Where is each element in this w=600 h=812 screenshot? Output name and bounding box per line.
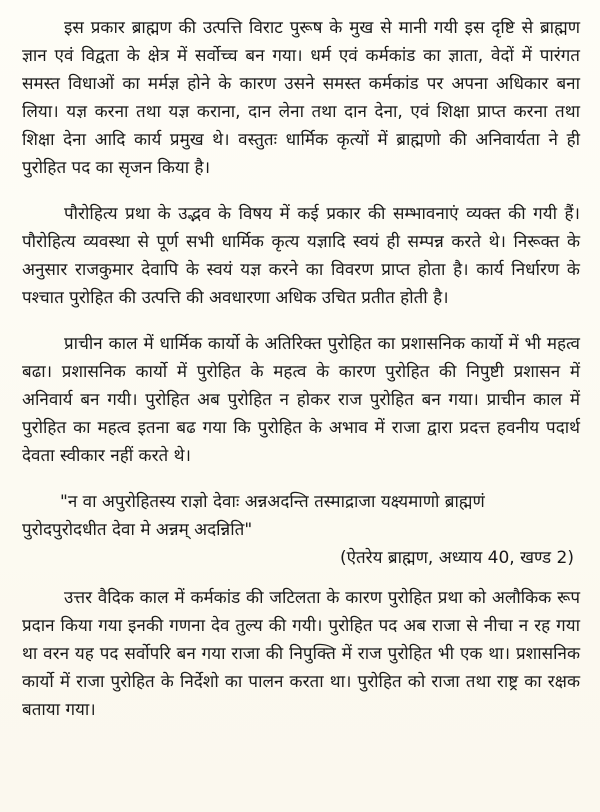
sanskrit-quote-continued — [22, 516, 580, 544]
paragraph-2: पौरोहित्य प्रथा के उद्भव के विषय में कई प्रकार की सम्भावनाएं व्यक्त की गयी हैं। पौरोहित्य व्यवस्था से पूर्ण सभी धार्मिक कृत्य यज्ञादि स्वयं ही सम्पन्न करते थे। निरूक्त के अनुसार राजकुमार देवापि के स्वयं यज्ञ करने का विवरण प्राप्त होता है। कार्य निर्धारण के पश्चात पुरोहित की उत्पत्ति की अवधारणा अधिक उचित प्रतीत होती है। — [22, 204, 580, 308]
quote-source: (ऐतरेय ब्राह्मण, अध्याय 40, खण्ड 2) — [339, 548, 574, 568]
quote-line-2: पुरोदपुरोदधीत देवा मे अन्नम् अदन्निति" — [22, 520, 253, 540]
paragraph-1: इस प्रकार ब्राह्मण की उत्पत्ति विराट पुरूष के मुख से मानी गयी इस दृष्टि से ब्राह्मण ज्ञान एवं विद्वता के क्षेत्र में सर्वोच्च बन गया। धर्म एवं कर्मकांड का ज्ञाता, वेदों में पारंगत समस्त विधाओं का मर्मज्ञ होने के कारण उसने समस्त कर्मकांड पर अपना अधिकार बना लिया। यज्ञ करना तथा यज्ञ कराना, दान लेना तथा दान देना, एवं शिक्षा प्राप्त करना तथा शिक्षा देना आदि कार्य प्रमुख थे। वस्तुतः धार्मिक कृत्यों में ब्राह्मणो की अनिवार्यता ने ही पुरोहित पद का सृजन किया है। — [22, 18, 580, 178]
paragraph-4: उत्तर वैदिक काल में कर्मकांड की जटिलता के कारण पुरोहित प्रथा को अलौकिक रूप प्रदान किया गया इनकी गणना देव तुल्य की गयी। पुरोहित पद अब राजा से नीचा न रह गया था वरन यह पद सर्वोपरि बन गया राजा की निपुक्ति में राज पुरोहित भी एक था। प्रशासनिक कार्यो में राजा पुरोहित के निर्देशो का पालन करता था। पुरोहित को राजा तथा राष्ट्र का रक्षक बताया गया। — [22, 588, 580, 720]
paragraph-3: प्राचीन काल में धार्मिक कार्यो के अतिरिक्त पुरोहित का प्रशासनिक कार्यो में भी महत्व बढा। प्रशासनिक कार्यो में पुरोहित के महत्व के कारण पुरोहित की निपुष्टी प्रशासन में अनिवार्य बन गयी। पुरोहित अब पुरोहित न होकर राज पुरोहित बन गया। प्राचीन काल में पुरोहित का महत्व इतना बढ गया कि पुरोहित के अभाव में राजा द्वारा प्रदत्त हवनीय पदार्थ देवता स्वीकार नहीं करते थे। — [22, 334, 580, 466]
sanskrit-quote — [22, 488, 580, 516]
quote-line-1: "न वा अपुरोहितस्य राज्ञो देवाः अन्नअदन्ति तस्माद्राजा यक्ष्यमाणो ब्राह्मणं — [60, 492, 485, 512]
paragraph-gap — [22, 470, 580, 488]
paragraph-gap — [22, 312, 580, 330]
paragraph-gap — [22, 572, 580, 584]
paragraph-gap — [22, 182, 580, 200]
